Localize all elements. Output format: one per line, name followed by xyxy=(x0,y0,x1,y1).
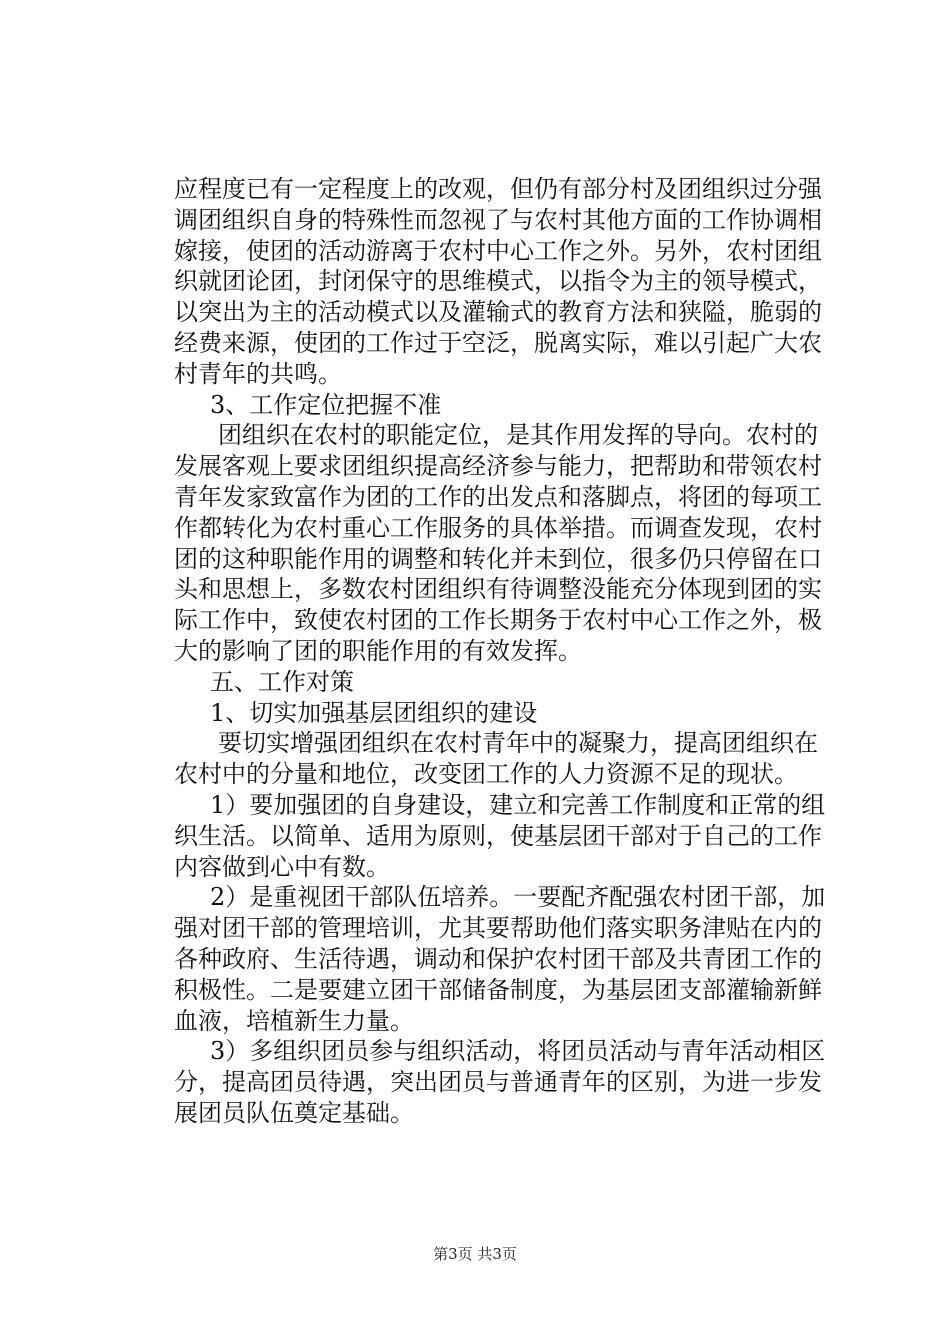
text-line: 团组织在农村的职能定位，是其作用发挥的导向。农村的 xyxy=(218,421,818,450)
text-line: 分，提高团员待遇，突出团员与普通青年的区别，为进一步发 xyxy=(174,1068,822,1097)
text-line: 要切实增强团组织在农村青年中的凝聚力，提高团组织在 xyxy=(218,729,818,758)
text-line: 内容做到心中有数。 xyxy=(174,852,390,881)
text-line: 以突出为主的活动模式以及灌输式的教育方法和狭隘，脆弱的 xyxy=(174,298,822,327)
text-line: 团的这种职能作用的调整和转化并未到位，很多仍只停留在口 xyxy=(174,544,822,573)
text-line: 发展客观上要求团组织提高经济参与能力，把帮助和带领农村 xyxy=(174,452,822,481)
text-line: 头和思想上，多数农村团组织有待调整没能充分体现到团的实 xyxy=(174,575,822,604)
text-line: 3）多组织团员参与组织活动，将团员活动与青年活动相区 xyxy=(210,1037,826,1066)
text-line: 村青年的共鸣。 xyxy=(174,359,342,388)
text-line: 大的影响了团的职能作用的有效发挥。 xyxy=(174,636,582,665)
text-line: 织就团论团，封闭保守的思维模式，以指令为主的领导模式， xyxy=(174,267,822,296)
text-line: 际工作中，致使农村团的工作长期务于农村中心工作之外，极 xyxy=(174,606,822,635)
text-line: 展团员队伍奠定基础。 xyxy=(174,1098,414,1127)
text-line: 强对团干部的管理培训，尤其要帮助他们落实职务津贴在内的 xyxy=(174,914,822,943)
text-line: 各种政府、生活待遇，调动和保护农村团干部及共青团工作的 xyxy=(174,944,822,973)
text-line: 作都转化为农村重心工作服务的具体举措。而调查发现，农村 xyxy=(174,513,822,542)
text-line: 嫁接，使团的活动游离于农村中心工作之外。另外，农村团组 xyxy=(174,236,822,265)
text-line: 织生活。以简单、适用为原则，使基层团干部对于自己的工作 xyxy=(174,821,822,850)
text-line: 调团组织自身的特殊性而忽视了与农村其他方面的工作协调相 xyxy=(174,205,822,234)
text-line: 经费来源，使团的工作过于空泛，脱离实际，难以引起广大农 xyxy=(174,328,822,357)
document-body xyxy=(174,174,826,1129)
text-line: 应程度已有一定程度上的改观，但仍有部分村及团组织过分强 xyxy=(174,175,822,203)
section-heading: 五、工作对策 xyxy=(210,667,354,696)
page-number-footer: 第3页 共3页 xyxy=(433,1245,517,1263)
text-line: 血液，培植新生力量。 xyxy=(174,1006,414,1035)
section-heading: 3、工作定位把握不准 xyxy=(210,390,442,419)
text-line: 青年发家致富作为团的工作的出发点和落脚点，将团的每项工 xyxy=(174,482,822,511)
text-line: 1）要加强团的自身建设，建立和完善工作制度和正常的组 xyxy=(210,790,826,819)
text-line: 农村中的分量和地位，改变团工作的人力资源不足的现状。 xyxy=(174,760,798,789)
text-line: 积极性。二是要建立团干部储备制度，为基层团支部灌输新鲜 xyxy=(174,975,822,1004)
section-heading: 1、切实加强基层团组织的建设 xyxy=(210,698,538,727)
text-line: 2）是重视团干部队伍培养。一要配齐配强农村团干部，加 xyxy=(210,883,826,912)
